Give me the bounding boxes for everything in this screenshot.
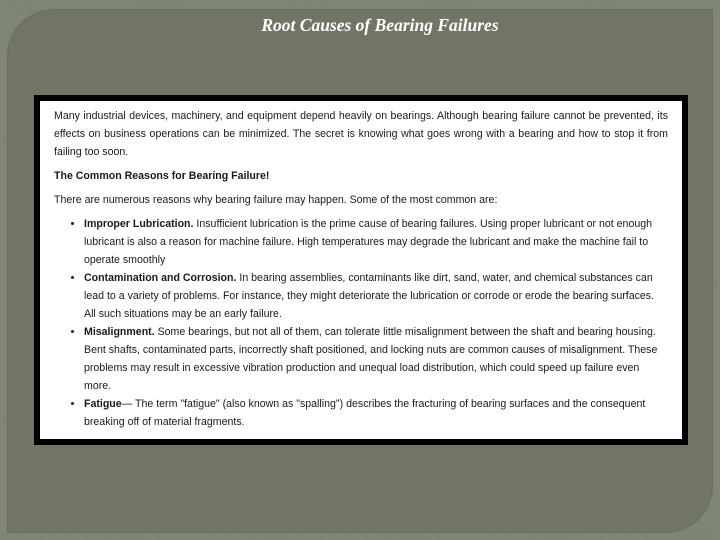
- list-item-text: In bearing assemblies, contaminants like dirt, sand, water, and chemical substances can lead to a variety of problems. For instance, they might deteriorate the lubrication or corrode or erode the bearing surfaces. All such situations may be an early failure.: [84, 272, 655, 320]
- list-item: [84, 395, 668, 431]
- list-item-text: Insufficient lubrication is the prime cause of bearing failures. Using proper lubricant or not enough lubricant is also a reason for machine failure. High temperatures may degrade the lubricant and make the machine fail to operate smoothly: [84, 218, 653, 266]
- intro-paragraph: Many industrial devices, machinery, and equipment depend heavily on bearings. Although bearing failure cannot be prevented, its effects on business operations can be minimized. The secret is knowing what goes wrong with a bearing and how to stop it from failing too soon.: [54, 110, 668, 158]
- document-content: [40, 101, 682, 439]
- causes-list: [54, 215, 668, 431]
- list-item-term: Improper Lubrication.: [84, 218, 194, 230]
- slide-title: Root Causes of Bearing Failures: [261, 15, 499, 35]
- section-heading: The Common Reasons for Bearing Failure!: [54, 170, 270, 182]
- list-item-term: Contamination and Corrosion.: [84, 272, 237, 284]
- list-item-text: — The term "fatigue" (also known as "spalling") describes the fracturing of bearing surfaces and the consequent breaking off of material fragments.: [84, 398, 646, 428]
- list-item: [84, 323, 668, 395]
- list-item-term: Fatigue: [84, 398, 122, 410]
- list-item: [84, 269, 668, 323]
- document-image-frame: [34, 95, 688, 445]
- list-item: [84, 215, 668, 269]
- list-item-text: Some bearings, but not all of them, can tolerate little misalignment between the shaft and bearing housing. Bent shafts, contaminated parts, incorrectly shaft positioned, and locking nuts are common causes of misalignment. These problems may result in excessive vibration production and unequal load distribution, which could speed up failure even more.: [84, 326, 658, 392]
- lead-paragraph: There are numerous reasons why bearing failure may happen. Some of the most common are:: [54, 194, 498, 206]
- list-item-term: Misalignment.: [84, 326, 155, 338]
